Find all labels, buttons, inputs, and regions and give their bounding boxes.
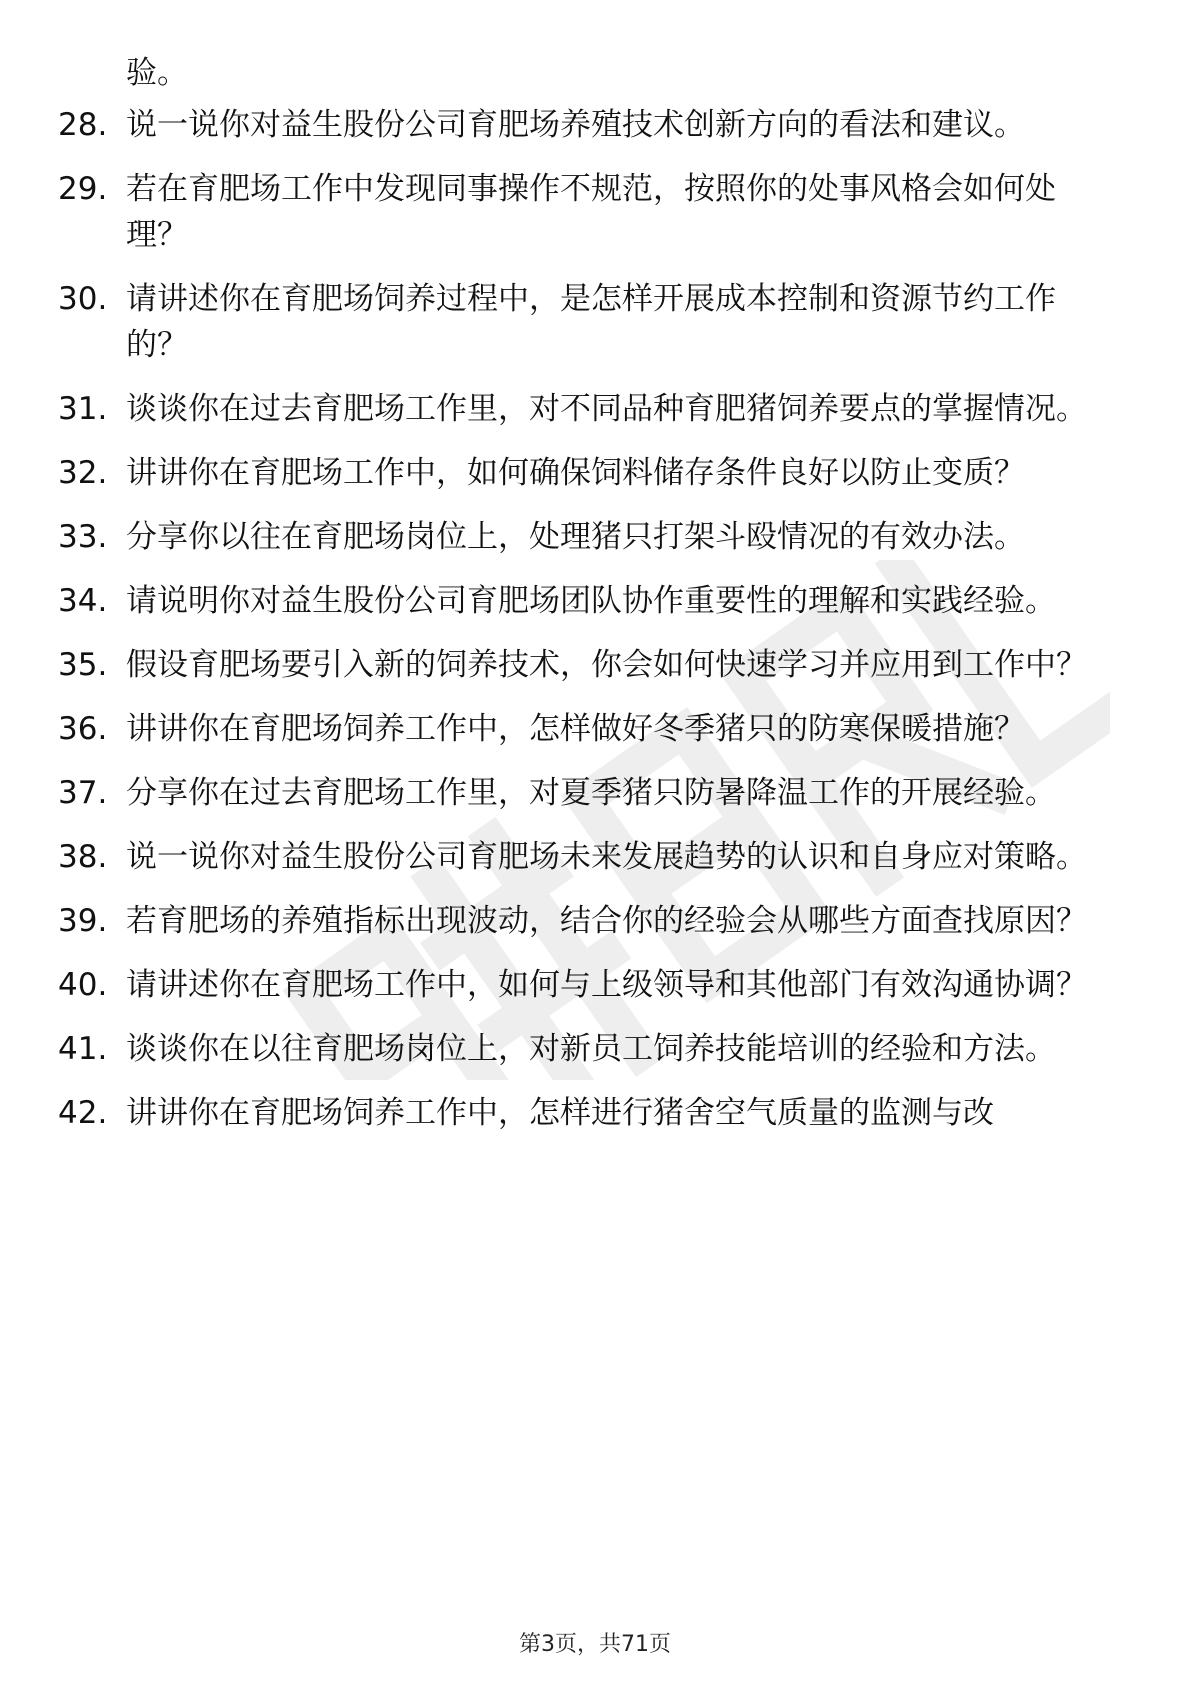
list-item: [0, 1090, 1106, 1136]
list-item: [0, 834, 1106, 880]
list-item: [0, 386, 1106, 432]
question-text: 若育肥场的养殖指标出现波动，结合你的经验会从哪些方面查找原因？: [126, 903, 1087, 939]
question-text: 说一说你对益生股份公司育肥场养殖技术创新方向的看法和建议。: [126, 107, 1025, 143]
question-number: 42.: [58, 1095, 108, 1131]
question-number: 35.: [58, 647, 108, 683]
question-text: 假设育肥场要引入新的饲养技术，你会如何快速学习并应用到工作中？: [126, 647, 1087, 683]
question-text: 请说明你对益生股份公司育肥场团队协作重要性的理解和实践经验。: [126, 583, 1056, 619]
question-text: 谈谈你在过去育肥场工作里，对不同品种育肥猪饲养要点的掌握情况。: [126, 391, 1087, 427]
question-list: [0, 102, 1190, 1154]
list-item: [0, 578, 1106, 624]
list-item: [0, 1026, 1106, 1072]
question-text: 讲讲你在育肥场饲养工作中，怎样做好冬季猪只的防寒保暖措施？: [126, 711, 1025, 747]
list-item: [0, 770, 1106, 816]
question-text: 分享你在过去育肥场工作里，对夏季猪只防暑降温工作的开展经验。: [126, 775, 1056, 811]
question-text: 请讲述你在育肥场工作中，如何与上级领导和其他部门有效沟通协调？: [126, 967, 1087, 1003]
list-item: [0, 642, 1106, 688]
list-item: [0, 706, 1106, 752]
question-number: 33.: [58, 519, 108, 555]
page-number-footer: 第3页，共71页: [519, 1632, 671, 1657]
question-number: 30.: [58, 281, 108, 317]
question-text: 讲讲你在育肥场工作中，如何确保饲料储存条件良好以防止变质？: [126, 455, 1025, 491]
question-text: 分享你以往在育肥场岗位上，处理猪只打架斗殴情况的有效办法。: [126, 519, 1025, 555]
question-text: 说一说你对益生股份公司育肥场未来发展趋势的认识和自身应对策略。: [126, 839, 1087, 875]
list-item: [0, 898, 1106, 944]
question-number: 39.: [58, 903, 108, 939]
list-item: [0, 166, 1106, 258]
list-item: [0, 102, 1106, 148]
question-number: 40.: [58, 967, 108, 1003]
question-number: 32.: [58, 455, 108, 491]
question-number: 31.: [58, 391, 108, 427]
question-number: 29.: [58, 171, 108, 207]
list-item: [0, 962, 1106, 1008]
question-number: 34.: [58, 583, 108, 619]
question-number: 38.: [58, 839, 108, 875]
question-number: 37.: [58, 775, 108, 811]
question-text: 讲讲你在育肥场饲养工作中，怎样进行猪舍空气质量的监测与改: [126, 1095, 994, 1131]
question-number: 41.: [58, 1031, 108, 1067]
list-item: [0, 276, 1106, 368]
question-text: 请讲述你在育肥场饲养过程中，是怎样开展成本控制和资源节约工作的？: [126, 281, 1056, 363]
list-item: [0, 514, 1106, 560]
question-number: 28.: [58, 107, 108, 143]
question-text: 谈谈你在以往育肥场岗位上，对新员工饲养技能培训的经验和方法。: [126, 1031, 1056, 1067]
question-number: 36.: [58, 711, 108, 747]
list-item: [0, 450, 1106, 496]
carry-over-text: 验。: [126, 55, 188, 91]
question-text: 若在育肥场工作中发现同事操作不规范，按照你的处事风格会如何处理？: [126, 171, 1056, 253]
